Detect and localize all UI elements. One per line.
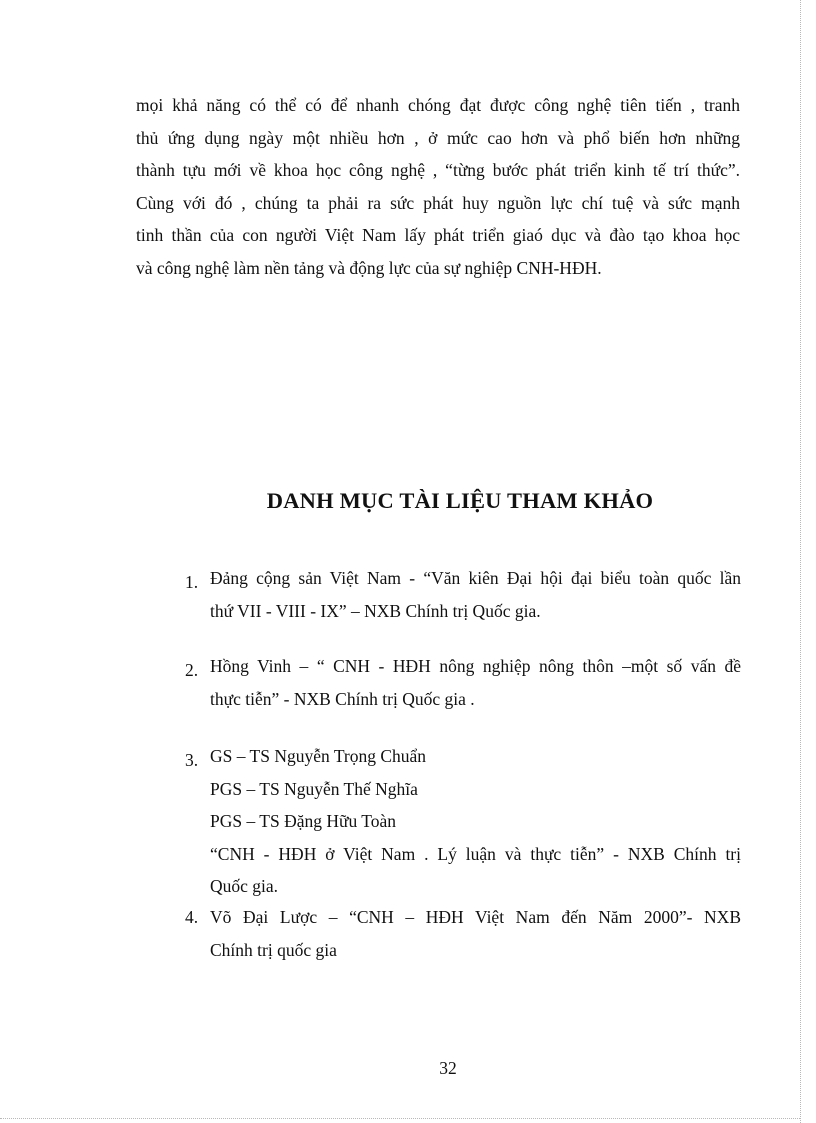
page-border-right xyxy=(800,0,801,1123)
reference-number: 3. xyxy=(185,750,199,770)
paragraph-line: và công nghệ làm nền tảng và động lực của sự nghiệp CNH-HĐH. xyxy=(136,257,602,278)
reference-line: Võ Đại Lược – “CNH – HĐH Việt Nam đến Năm 2000”- NXB xyxy=(210,907,741,927)
reference-line: Hồng Vinh – “ CNH - HĐH nông nghiệp nông thôn –một số vấn đề xyxy=(210,656,741,676)
reference-number: 1. xyxy=(185,572,199,592)
reference-number: 4. xyxy=(185,907,199,927)
reference-line: thực tiễn” - NXB Chính trị Quốc gia . xyxy=(210,688,475,709)
reference-number: 2. xyxy=(185,660,199,680)
reference-line: Chính trị quốc gia xyxy=(210,939,337,960)
paragraph-line: tinh thần của con người Việt Nam lấy phát triển giaó dục và đào tạo khoa học xyxy=(136,225,740,246)
reference-line: “CNH - HĐH ở Việt Nam . Lý luận và thực tiễn” - NXB Chính trị xyxy=(210,843,741,864)
body-paragraph xyxy=(136,89,740,285)
reference-line: PGS – TS Nguyễn Thế Nghĩa xyxy=(210,778,418,799)
reference-line: thứ VII - VIII - IX” – NXB Chính trị Quốc gia. xyxy=(210,600,541,621)
paragraph-line: mọi khả năng có thể có để nhanh chóng đạt được công nghệ tiên tiến , tranh xyxy=(136,95,740,115)
paragraph-line: Cùng với đó , chúng ta phải ra sức phát huy nguồn lực chí tuệ và sức mạnh xyxy=(136,192,740,213)
reference-text xyxy=(210,562,741,627)
page-border-bottom xyxy=(0,1118,800,1119)
page-number: 32 xyxy=(439,1058,457,1078)
paragraph-line: thủ ứng dụng ngày một nhiều hơn , ở mức cao hơn và phổ biến hơn những xyxy=(136,127,740,148)
reference-text xyxy=(210,901,741,966)
reference-line: PGS – TS Đặng Hữu Toàn xyxy=(210,811,397,832)
reference-text xyxy=(210,740,741,903)
reference-line: GS – TS Nguyễn Trọng Chuẩn xyxy=(210,746,427,766)
reference-line: Quốc gia. xyxy=(210,876,279,897)
reference-line: Đảng cộng sản Việt Nam - “Văn kiên Đại hội đại biểu toàn quốc lần xyxy=(210,568,741,588)
references-heading: DANH MỤC TÀI LIỆU THAM KHẢO xyxy=(266,488,654,513)
paragraph-line: thành tựu mới về khoa học công nghệ , “từng bước phát triển kinh tế trí thức”. xyxy=(136,160,740,181)
reference-text xyxy=(210,650,741,715)
